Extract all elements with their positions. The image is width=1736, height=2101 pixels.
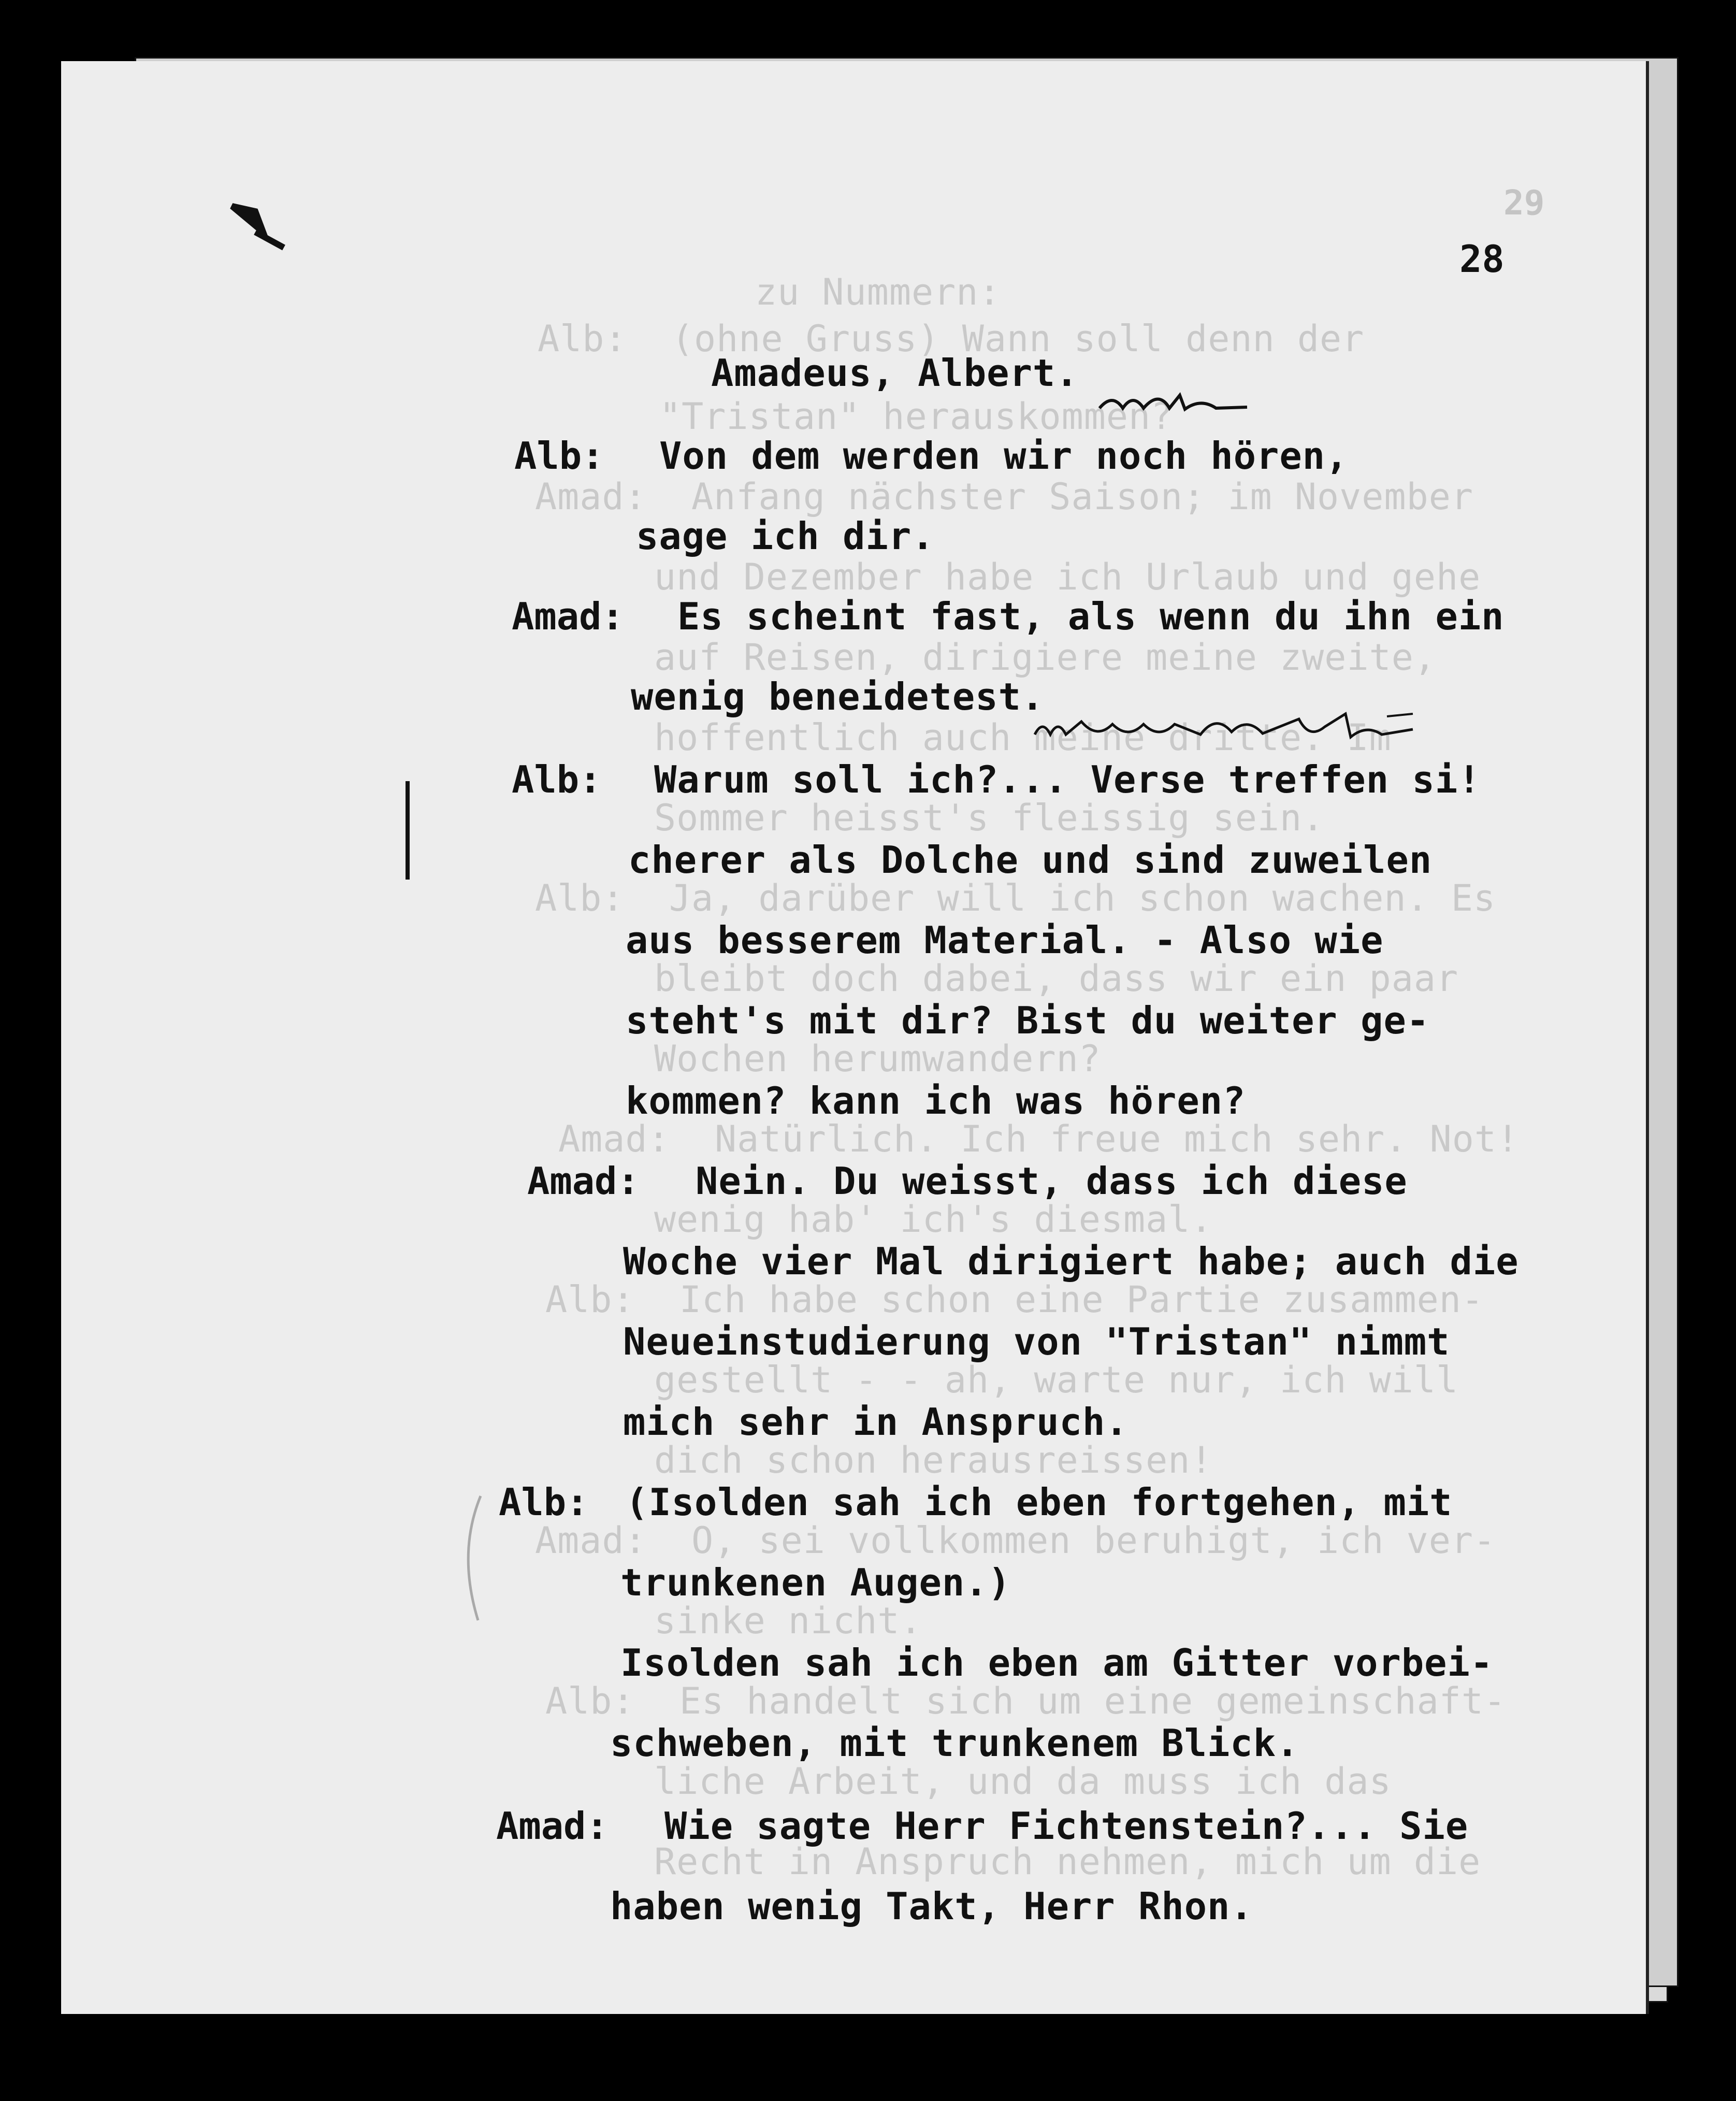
dialogue-line: haben wenig Takt, Herr Rhon.: [610, 1884, 1253, 1928]
dialogue-line: sage ich dir.: [636, 514, 935, 558]
bleed-line: "Tristan" herauskommen?: [659, 395, 1174, 438]
margin-line: [406, 781, 410, 880]
handwritten-correction: [1097, 387, 1252, 419]
dialogue-line: Nein. Du weisst, dass ich diese: [696, 1159, 1408, 1203]
bleed-line: sinke nicht.: [654, 1600, 922, 1642]
dialogue-line: cherer als Dolche und sind zuweilen: [628, 838, 1433, 882]
bleed-line: und Dezember habe ich Urlaub und gehe: [654, 556, 1481, 598]
typescript-page: [61, 61, 1649, 2014]
bleed-line: Recht in Anspruch nehmen, mich um die: [654, 1840, 1481, 1883]
dialogue-line: Es scheint fast, als wenn du ihn ein: [677, 595, 1504, 638]
dialogue-line: Warum soll ich?... Verse treffen si!: [654, 758, 1481, 801]
bleed-line: bleibt doch dabei, dass wir ein paar: [654, 957, 1459, 1000]
bleed-line: Amad: Natürlich. Ich freue mich sehr. Not!: [558, 1118, 1520, 1160]
pencil-bracket: [455, 1491, 486, 1625]
speaker-label: Alb:: [499, 1480, 589, 1524]
dialogue-line: kommen? kann ich was hören?: [626, 1079, 1246, 1123]
dialogue-line: mich sehr in Anspruch.: [623, 1400, 1129, 1444]
bleed-line: hoffentlich auch meine dritte. Im: [654, 716, 1392, 759]
bleed-line: Alb: (ohne Gruss) Wann soll denn der: [538, 318, 1365, 360]
bleed-line: Wochen herumwandern?: [654, 1038, 1101, 1080]
bleed-line: Amad: Anfang nächster Saison; im November: [535, 476, 1474, 518]
corner-mark-icon: [227, 201, 289, 258]
bleed-line: liche Arbeit, und da muss ich das: [654, 1760, 1392, 1803]
dialogue-line: aus besserem Material. - Also wie: [626, 918, 1384, 962]
page-number: 28: [1459, 237, 1504, 281]
page-number-faint: 29: [1503, 183, 1545, 223]
bleed-line: dich schon herausreissen!: [654, 1439, 1213, 1481]
bleed-line: Sommer heisst's fleissig sein.: [654, 797, 1325, 839]
bleed-line: wenig hab' ich's diesmal.: [654, 1198, 1213, 1241]
bleed-line: zu Nummern:: [755, 271, 1001, 313]
dialogue-line: (Isolden sah ich eben fortgehen, mit: [626, 1480, 1453, 1524]
bleed-line: Alb: Es handelt sich um eine gemeinschaft-: [545, 1680, 1507, 1722]
dialogue-line: Von dem werden wir noch hören,: [659, 434, 1349, 478]
dialogue-line: schweben, mit trunkenem Blick.: [610, 1721, 1299, 1765]
dialogue-line: Woche vier Mal dirigiert habe; auch die: [623, 1240, 1519, 1283]
bleed-line: gestellt - - ah, warte nur, ich will: [654, 1359, 1459, 1401]
bleed-line: Alb: Ich habe schon eine Partie zusammen-: [545, 1278, 1484, 1321]
handwritten-scribble: [1030, 703, 1423, 750]
dialogue-line: Wie sagte Herr Fichtenstein?... Sie: [664, 1804, 1469, 1848]
speaker-label: Amad:: [512, 595, 624, 638]
speaker-label: Alb:: [514, 434, 604, 478]
dialogue-line: trunkenen Augen.): [620, 1561, 1011, 1604]
scene-heading: Amadeus, Albert.: [711, 351, 1079, 395]
bleed-line: Alb: Ja, darüber will ich schon wachen. Es: [535, 877, 1496, 919]
speaker-label: Amad:: [496, 1804, 609, 1848]
bleed-line: Amad: O, sei vollkommen beruhigt, ich ver-: [535, 1519, 1496, 1562]
speaker-label: Amad:: [527, 1159, 640, 1203]
speaker-label: Alb:: [512, 758, 602, 801]
dialogue-line: steht's mit dir? Bist du weiter ge-: [626, 999, 1430, 1042]
dialogue-line: Isolden sah ich eben am Gitter vorbei-: [620, 1641, 1494, 1685]
bleed-line: auf Reisen, dirigiere meine zweite,: [654, 636, 1437, 679]
dialogue-line: Neueinstudierung von "Tristan" nimmt: [623, 1320, 1450, 1363]
dialogue-line: wenig beneidetest.: [631, 675, 1045, 718]
